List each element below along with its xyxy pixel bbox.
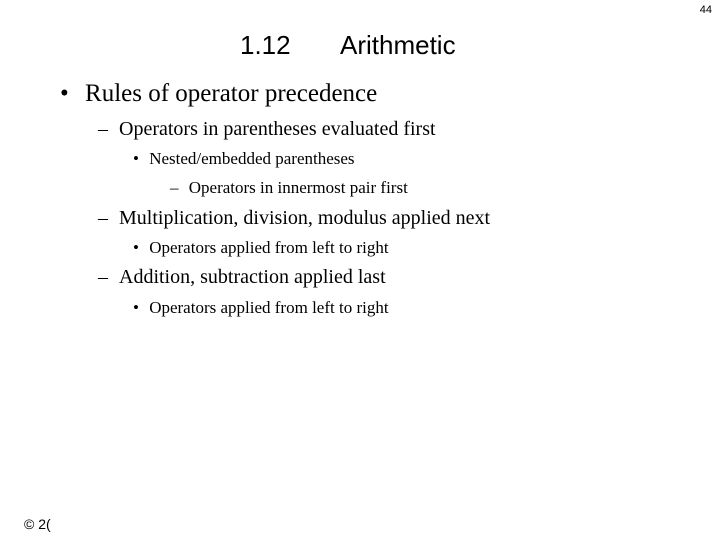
bullet-level2 xyxy=(98,266,386,289)
bullet-text: Operators in parentheses evaluated first xyxy=(119,118,436,140)
bullet-text: Operators applied from left to right xyxy=(149,238,389,257)
bullet-text: Addition, subtraction applied last xyxy=(119,266,386,288)
bullet-marker: • xyxy=(133,298,139,317)
bullet-level2 xyxy=(98,118,436,141)
bullet-marker: • xyxy=(133,238,139,257)
dash-marker: – xyxy=(170,178,179,197)
bullet-text: Nested/embedded parentheses xyxy=(149,149,355,168)
bullet-marker: • xyxy=(60,80,69,107)
title-text: Arithmetic xyxy=(340,30,456,60)
bullet-level3 xyxy=(133,298,389,318)
bullet-level2 xyxy=(98,207,490,230)
bullet-level4 xyxy=(170,178,408,198)
section-number: 1.12 xyxy=(240,30,291,60)
dash-marker: – xyxy=(98,118,108,140)
copyright-footer: © 2( xyxy=(24,516,51,532)
bullet-level1 xyxy=(60,80,377,108)
bullet-level3 xyxy=(133,238,389,258)
bullet-text: Operators in innermost pair first xyxy=(188,178,408,197)
page-number: 44 xyxy=(699,4,712,16)
bullet-text: Rules of operator precedence xyxy=(85,80,378,107)
dash-marker: – xyxy=(98,207,108,229)
bullet-marker: • xyxy=(133,149,139,168)
dash-marker: – xyxy=(98,266,108,288)
bullet-level3 xyxy=(133,149,355,169)
bullet-text: Operators applied from left to right xyxy=(149,298,389,317)
bullet-text: Multiplication, division, modulus applied next xyxy=(119,207,491,229)
